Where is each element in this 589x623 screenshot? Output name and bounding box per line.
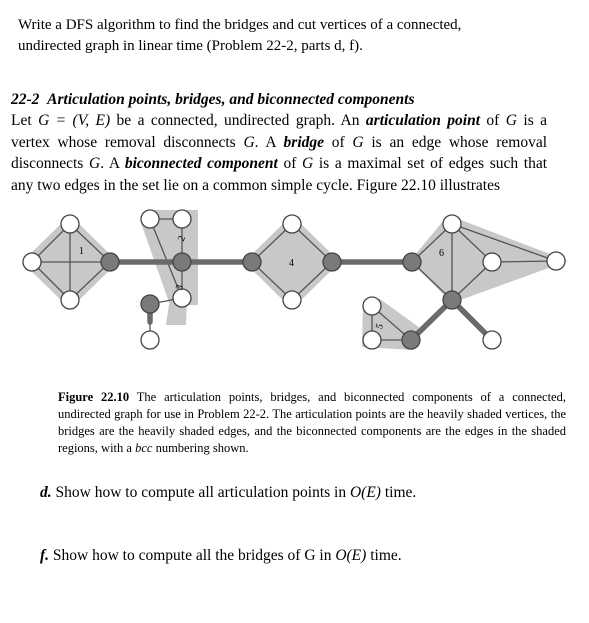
vertex [547, 252, 565, 270]
vertex [141, 331, 159, 349]
question-d [40, 484, 416, 502]
caption-text: The articulation points, bridges, and biconnected components of a connected, undirected graph for use in Problem 22-2. The articulation points are the heavily shaded vertices, the bridges are the heavily shaded edges, and the biconnected components are the edges in the shaded regions, with a [58, 390, 566, 455]
question-f [40, 547, 402, 565]
bcc-number-6: 6 [439, 248, 444, 259]
math-G: G [505, 112, 517, 129]
question-text: Show how to compute all articulation points in [51, 484, 350, 501]
figure-caption [58, 389, 566, 457]
vertex [483, 331, 501, 349]
vertex [283, 215, 301, 233]
term-biconnected-component: biconnected component [124, 155, 278, 172]
body-text: of [480, 112, 506, 129]
section-heading [11, 91, 581, 109]
question-label: f. [40, 547, 50, 564]
vertex [61, 291, 79, 309]
section-body [11, 110, 547, 196]
intro-text [18, 15, 578, 57]
vertex [483, 253, 501, 271]
body-text: Let [11, 112, 39, 129]
articulation-vertex [323, 253, 341, 271]
math-graph-def: G = (V, E) [38, 112, 111, 129]
graph-figure [0, 195, 589, 360]
vertex [23, 253, 41, 271]
term-bridge: bridge [283, 133, 324, 151]
articulation-vertex [402, 331, 420, 349]
vertex [283, 291, 301, 309]
question-math: O(E) [349, 484, 381, 501]
question-text: Show how to compute all the bridges of G in [49, 547, 336, 564]
caption-label: Figure 22.10 [58, 390, 130, 404]
bcc-number-4: 4 [289, 258, 294, 269]
articulation-vertex [101, 253, 119, 271]
section-title: Articulation points, bridges, and biconnected components [47, 91, 415, 108]
articulation-vertex [141, 295, 159, 313]
body-text: . A [254, 133, 284, 151]
vertex [173, 210, 191, 228]
math-G: G [302, 155, 314, 172]
body-text: of [277, 155, 303, 172]
bcc-number-3: 3 [173, 283, 186, 292]
bcc-number-2: 2 [175, 234, 188, 243]
intro-line-1: Write a DFS algorithm to find the bridges and cut vertices of a connected, [18, 17, 462, 33]
caption-bcc: bcc [135, 441, 153, 455]
body-text: of [324, 133, 353, 151]
articulation-vertex [403, 253, 421, 271]
vertex [363, 331, 381, 349]
math-G: G [352, 133, 364, 151]
section-number: 22-2 [11, 91, 40, 108]
body-text: is a maximal set of edges such that any two edges in the set lie on a common simple cycle. Figure 22.10 illustrates [11, 155, 548, 194]
caption-text: numbering shown. [152, 441, 249, 455]
math-G: G [243, 133, 255, 151]
question-text: time. [380, 484, 417, 501]
articulation-vertex [243, 253, 261, 271]
body-text: is a vertex whose removal disconnects [11, 112, 548, 151]
vertex [141, 210, 159, 228]
vertex [61, 215, 79, 233]
vertex [443, 215, 461, 233]
intro-line-2: undirected graph in linear time (Problem 22-2, parts d, f). [18, 38, 363, 54]
term-articulation-point: articulation point [365, 112, 481, 129]
math-G: G [88, 155, 101, 172]
question-label: d. [40, 484, 52, 501]
bcc-number-1: 1 [79, 246, 84, 257]
body-text: be a connected, undirected graph. An [110, 112, 366, 129]
body-text: . A [100, 155, 125, 172]
body-text: is an edge whose removal disconnects [11, 133, 548, 172]
articulation-vertex [443, 291, 461, 309]
articulation-vertex [173, 253, 191, 271]
question-text: time. [366, 547, 402, 564]
bcc-number-5: 5 [373, 322, 386, 331]
question-math: O(E) [335, 547, 367, 564]
vertex [363, 297, 381, 315]
